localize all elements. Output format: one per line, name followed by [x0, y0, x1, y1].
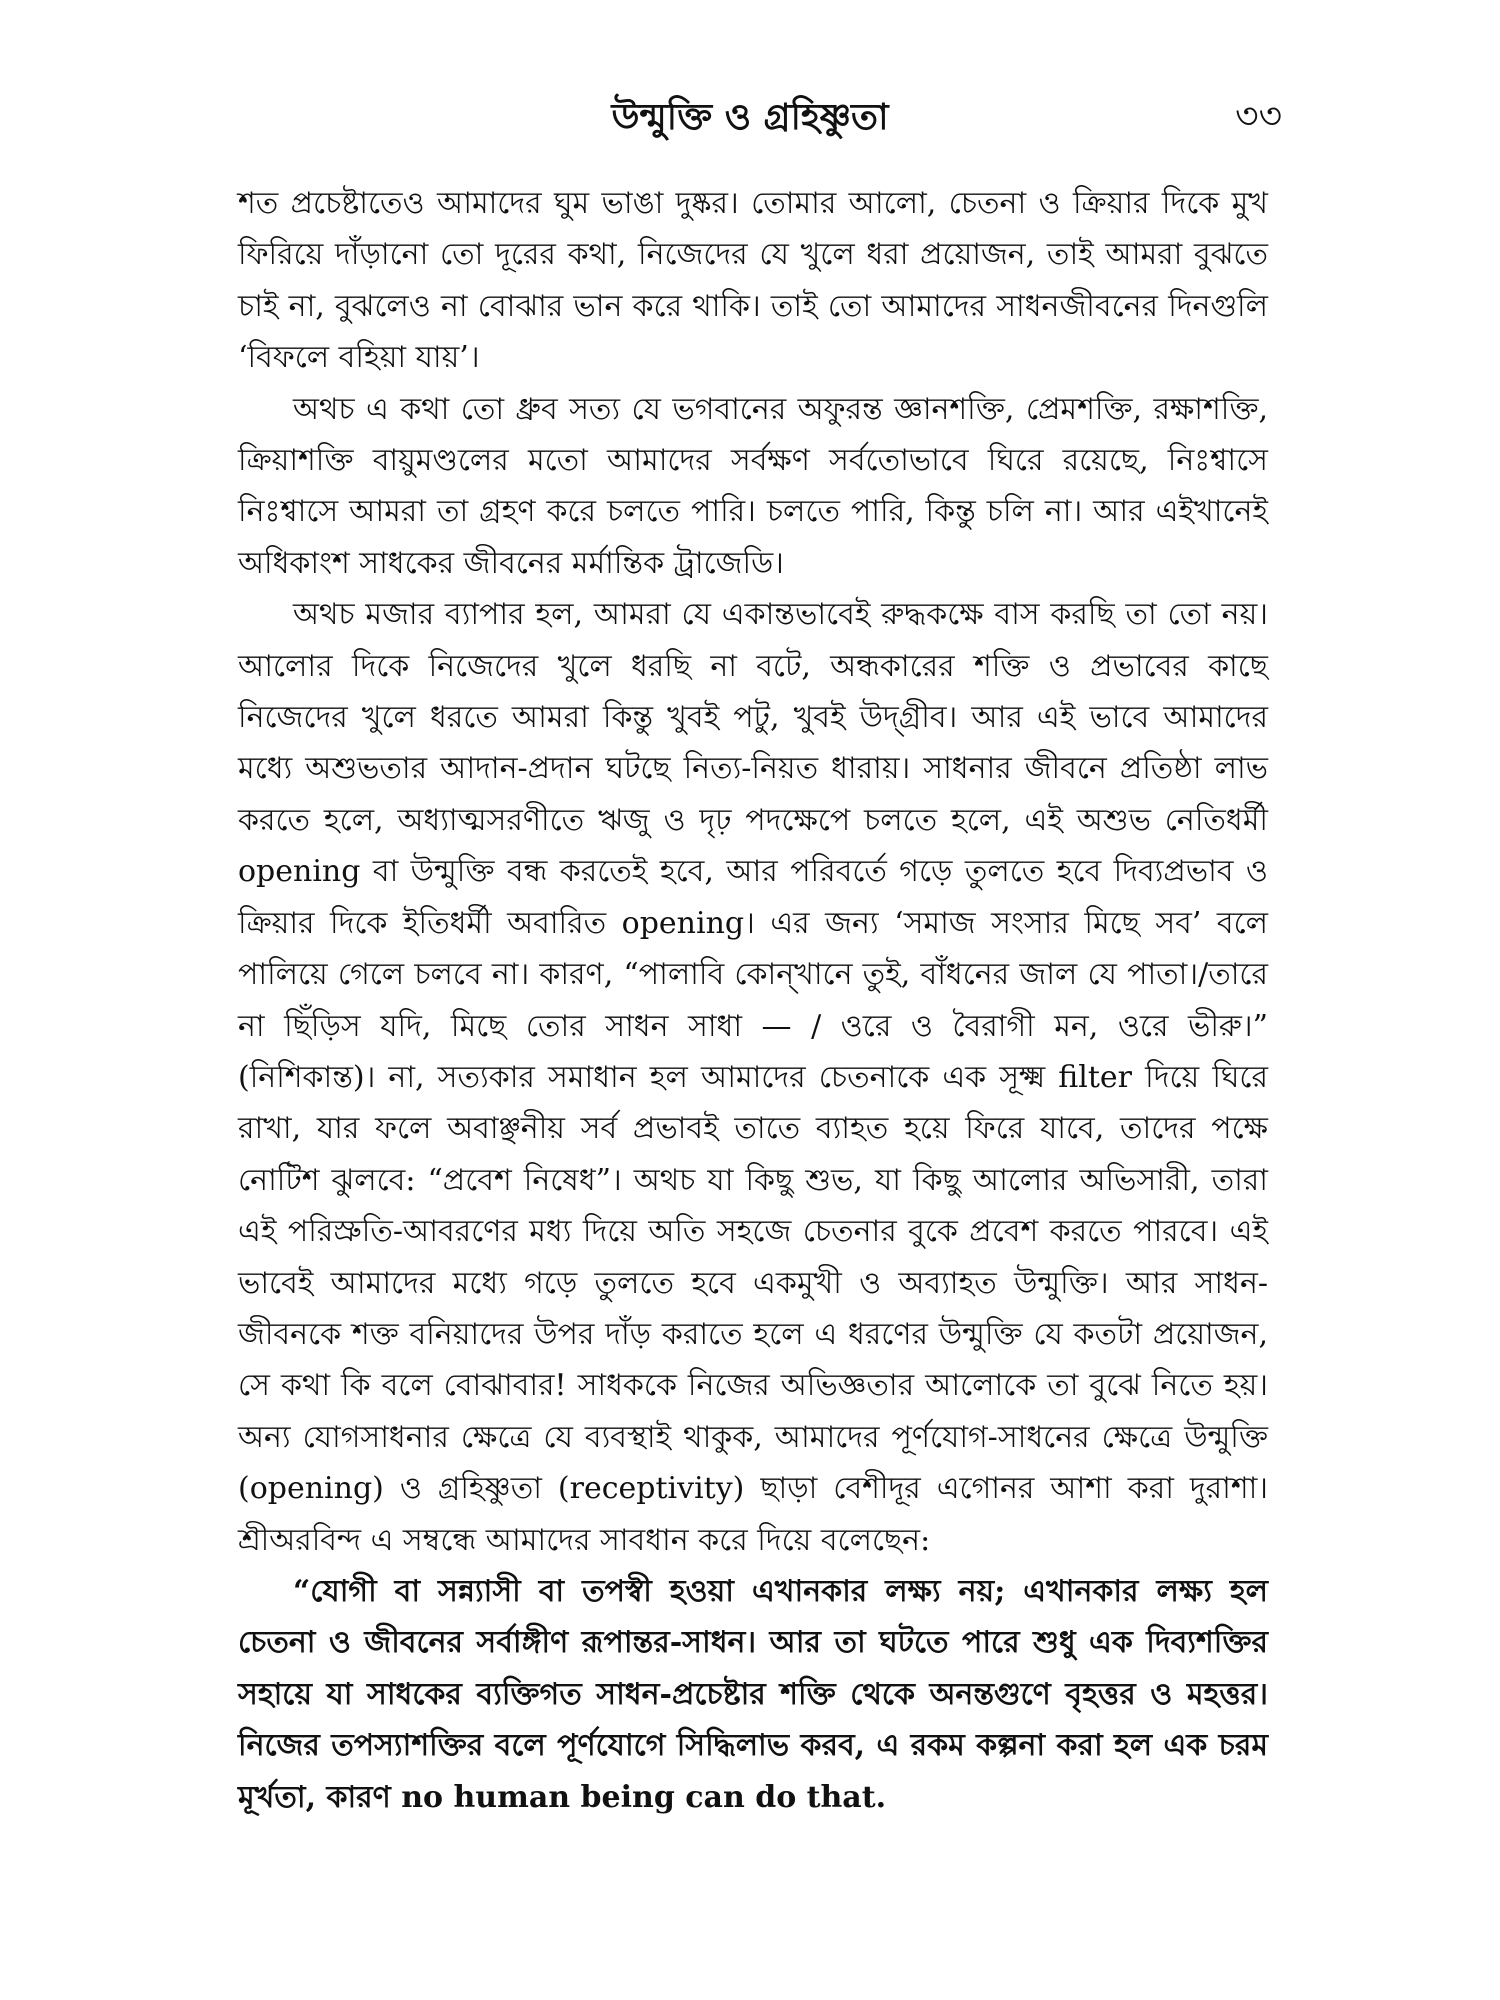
- body-text: [238, 178, 1268, 1823]
- page-number: ৩৩: [1235, 96, 1282, 137]
- paragraph-3: অথচ মজার ব্যাপার হল, আমরা যে একান্তভাবেই রুদ্ধকক্ষে বাস করছি তা তো নয়। আলোর দিকে নিজেদের খুলে ধরছি না বটে, অন্ধকারের শক্তি ও প্রভাবের কাছে নিজেদের খুলে ধরতে আমরা কিন্তু খুবই পটু, খুবই উদ্‌গ্রীব। আর এই ভাবে আমাদের মধ্যে অশুভতার আদান-প্রদান ঘটছে নিত্য-নিয়ত ধারায়। সাধনার জীবনে প্রতিষ্ঠা লাভ করতে হলে, অধ্যাত্মসরণীতে ঋজু ও দৃঢ় পদক্ষেপে চলতে হলে, এই অশুভ নেতিধর্মী opening বা উন্মুক্তি বন্ধ করতেই হবে, আর পরিবর্তে গড়ে তুলতে হবে দিব্যপ্রভাব ও ক্রিয়ার দিকে ইতিধর্মী অবারিত opening। এর জন্য ‘সমাজ সংসার মিছে সব’ বলে পালিয়ে গেলে চলবে না। কারণ, “পালাবি কোন্‌খানে তুই, বাঁধনের জাল যে পাতা।/তারে না ছিঁড়িস যদি, মিছে তোর সাধন সাধা — / ওরে ও বৈরাগী মন, ওরে ভীরু।” (নিশিকান্ত)। না, সত্যকার সমাধান হল আমাদের চেতনাকে এক সূক্ষ্ম filter দিয়ে ঘিরে রাখা, যার ফলে অবাঞ্ছনীয় সর্ব প্রভাবই তাতে ব্যাহত হয়ে ফিরে যাবে, তাদের পক্ষে নোটিশ ঝুলবে: “প্রবেশ নিষেধ”। অথচ যা কিছু শুভ, যা কিছু আলোর অভিসারী, তারা এই পরিস্রুতি-আবরণের মধ্য দিয়ে অতি সহজে চেতনার বুকে প্রবেশ করতে পারবে। এই ভাবেই আমাদের মধ্যে গড়ে তুলতে হবে একমুখী ও অব্যাহত উন্মুক্তি। আর সাধন-জীবনকে শক্ত বনিয়াদের উপর দাঁড় করাতে হলে এ ধরণের উন্মুক্তি যে কতটা প্রয়োজন, সে কথা কি বলে বোঝাবার! সাধককে নিজের অভিজ্ঞতার আলোকে তা বুঝে নিতে হয়। অন্য যোগসাধনার ক্ষেত্রে যে ব্যবস্থাই থাকুক, আমাদের পূর্ণযোগ-সাধনের ক্ষেত্রে উন্মুক্তি (opening) ও গ্রহিষ্ণুতা (receptivity) ছাড়া বেশীদূর এগোনর আশা করা দুরাশা। শ্রীঅরবিন্দ এ সম্বন্ধে আমাদের সাবধান করে দিয়ে বলেছেন:: [238, 597, 1268, 1558]
- paragraph-2: অথচ এ কথা তো ধ্রুব সত্য যে ভগবানের অফুরন্ত জ্ঞানশক্তি, প্রেমশক্তি, রক্ষাশক্তি, ক্রিয়াশক্তি বায়ুমণ্ডলের মতো আমাদের সর্বক্ষণ সর্বতোভাবে ঘিরে রয়েছে, নিঃশ্বাসে নিঃশ্বাসে আমরা তা গ্রহণ করে চলতে পারি। চলতে পারি, কিন্তু চলি না। আর এইখানেই অধিকাংশ সাধকের জীবনের মর্মান্তিক ট্রাজেডি।: [238, 391, 1268, 581]
- quotation-paragraph: “যোগী বা সন্ন্যাসী বা তপস্বী হওয়া এখানকার লক্ষ্য নয়; এখানকার লক্ষ্য হল চেতনা ও জীবনের সর্বাঙ্গীণ রূপান্তর-সাধন। আর তা ঘটতে পারে শুধু এক দিব্যশক্তির সহায়ে যা সাধকের ব্যক্তিগত সাধন-প্রচেষ্টার শক্তি থেকে অনন্তগুণে বৃহত্তর ও মহত্তর। নিজের তপস্যাশক্তির বলে পূর্ণযোগে সিদ্ধিলাভ করব, এ রকম কল্পনা করা হল এক চরম মূর্খতা, কারণ no human being can do that.: [238, 1573, 1268, 1815]
- running-title: উন্মুক্তি ও গ্রহিষ্ণুতা: [611, 96, 889, 138]
- paragraph-1: শত প্রচেষ্টাতেও আমাদের ঘুম ভাঙা দুষ্কর। তোমার আলো, চেতনা ও ক্রিয়ার দিকে মুখ ফিরিয়ে দাঁড়ানো তো দূরের কথা, নিজেদের যে খুলে ধরা প্রয়োজন, তাই আমরা বুঝতে চাই না, বুঝলেও না বোঝার ভান করে থাকি। তাই তো আমাদের সাধনজীবনের দিনগুলি ‘বিফলে বহিয়া যায়’।: [238, 186, 1268, 376]
- page-header: [0, 92, 1500, 142]
